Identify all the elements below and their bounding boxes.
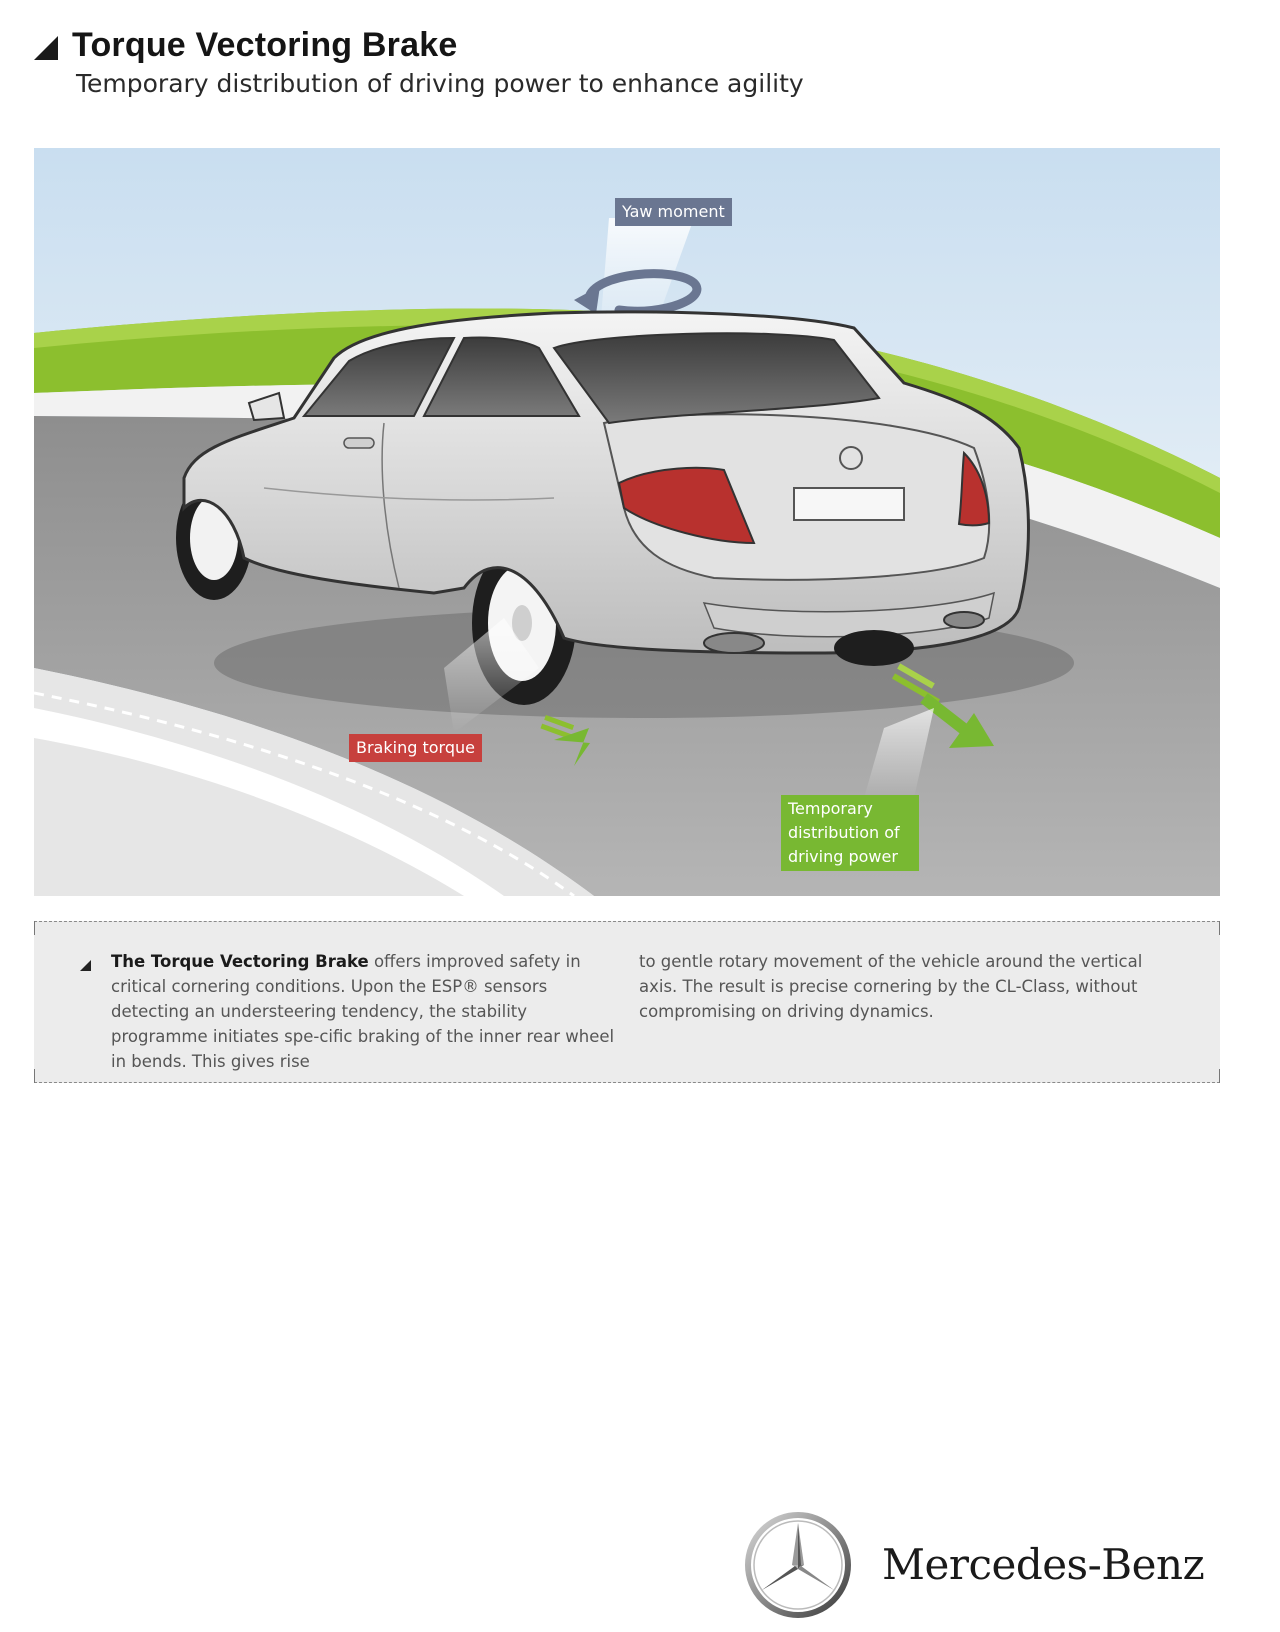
bottom-dashed-border: [34, 1082, 1220, 1083]
illustration: [34, 148, 1220, 896]
description-lead: The Torque Vectoring Brake: [111, 952, 369, 971]
description-column-1: [111, 949, 621, 1074]
car-illustration: [34, 148, 1220, 896]
corner-mark: [34, 921, 49, 935]
page-subtitle: Temporary distribution of driving power to enhance agility: [76, 69, 804, 98]
description-column-2: to gentle rotary movement of the vehicle around the vertical axis. The result is precise cornering by the CL-Class, without compromising on driving dynamics.: [639, 952, 1143, 1021]
corner-mark: [1205, 921, 1220, 935]
brand-name: Mercedes-Benz: [882, 1540, 1205, 1589]
braking-torque-label: Braking torque: [349, 734, 482, 762]
top-dashed-border: [34, 921, 1220, 922]
corner-mark: [1205, 1069, 1220, 1083]
title-triangle-icon: [34, 36, 58, 60]
bullet-triangle-icon: [80, 960, 91, 971]
page-title: Torque Vectoring Brake: [72, 26, 458, 64]
corner-mark: [34, 1069, 49, 1083]
description-box: [34, 921, 1220, 1083]
title-row: [34, 26, 804, 65]
description-text-1: offers improved safety in critical cornering conditions. Upon the ESP® sensors detecting an understeering tendency, the stability programme initiates spe-cific braking of the inner rear wheel in bends. This gives rise: [111, 952, 615, 1071]
header: [34, 26, 804, 98]
yaw-moment-label: Yaw moment: [615, 198, 732, 226]
distribution-label: Temporary distribution of driving power: [781, 795, 919, 871]
